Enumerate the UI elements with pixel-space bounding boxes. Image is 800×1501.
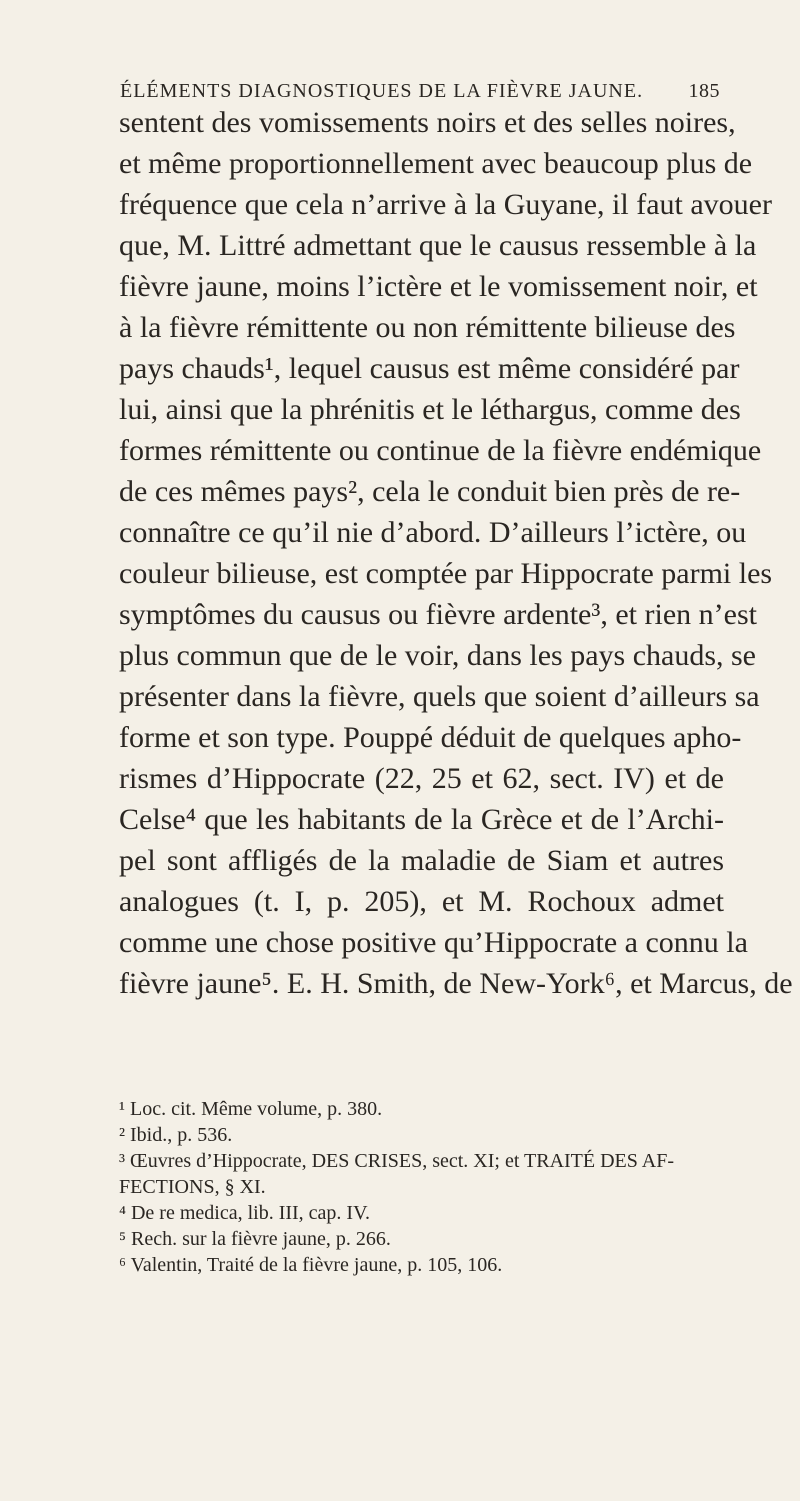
body-line: que, M. Littré admettant que le causus ressemble à la [119,229,757,262]
body-line: couleur bilieuse, est comptée par Hippocrate parmi les [119,557,773,590]
body-line: fièvre jaune⁵. E. H. Smith, de New-York⁶, et Marcus, de [119,967,793,1000]
footnote: ² Ibid., p. 536. [119,1124,233,1146]
body-line: forme et son type. Pouppé déduit de quelques apho- [119,721,742,754]
body-line: fièvre jaune, moins l’ictère et le vomissement noir, et [119,270,758,303]
body-line: lui, ainsi que la phrénitis et le léthargus, comme des [119,393,741,426]
footnote: ³ Œuvres d’Hippocrate, DES CRISES, sect. XI; et TRAITÉ DES AF- [119,1150,675,1172]
body-line: pel sont affligés de la maladie de Siam et autres [119,844,724,877]
body-line: Celse⁴ que les habitants de la Grèce et de l’Archi- [119,803,724,836]
footnotes [119,1096,724,1278]
body-text [119,102,793,1004]
footnote: ⁴ De re medica, lib. III, cap. IV. [119,1202,370,1224]
body-line: formes rémittente ou continue de la fièvre endémique [119,434,762,467]
body-line: présenter dans la fièvre, quels que soient d’ailleurs sa [119,680,760,713]
body-line: fréquence que cela n’arrive à la Guyane, il faut avouer [119,188,772,221]
page-number: 185 [688,80,720,102]
body-line: sentent des vomissements noirs et des selles noires, [119,106,736,139]
body-line: analogues (t. I, p. 205), et M. Rochoux admet [119,885,724,918]
footnote: ¹ Loc. cit. Même volume, p. 380. [119,1098,383,1120]
body-line: symptômes du causus ou fièvre ardente³, et rien n’est [119,598,757,631]
body-line: connaître ce qu’il nie d’abord. D’ailleurs l’ictère, ou [119,516,747,549]
footnote-continuation: FECTIONS, § XI. [119,1176,266,1198]
body-line: pays chauds¹, lequel causus est même considéré par [119,352,740,385]
running-header [120,80,720,103]
body-line: plus commun que de le voir, dans les pays chauds, se [119,639,757,672]
running-title: ÉLÉMENTS DIAGNOSTIQUES DE LA FIÈVRE JAUNE. [120,80,644,102]
body-line: à la fièvre rémittente ou non rémittente bilieuse des [119,311,736,344]
footnote: ⁵ Rech. sur la fièvre jaune, p. 266. [119,1228,391,1250]
body-line: rismes d’Hippocrate (22, 25 et 62, sect. IV) et de [119,762,724,795]
footnote: ⁶ Valentin, Traité de la fièvre jaune, p. 105, 106. [119,1254,503,1276]
body-line: comme une chose positive qu’Hippocrate a connu la [119,926,748,959]
body-line: de ces mêmes pays², cela le conduit bien près de re- [119,475,741,508]
body-line: et même proportionnellement avec beaucoup plus de [119,147,753,180]
